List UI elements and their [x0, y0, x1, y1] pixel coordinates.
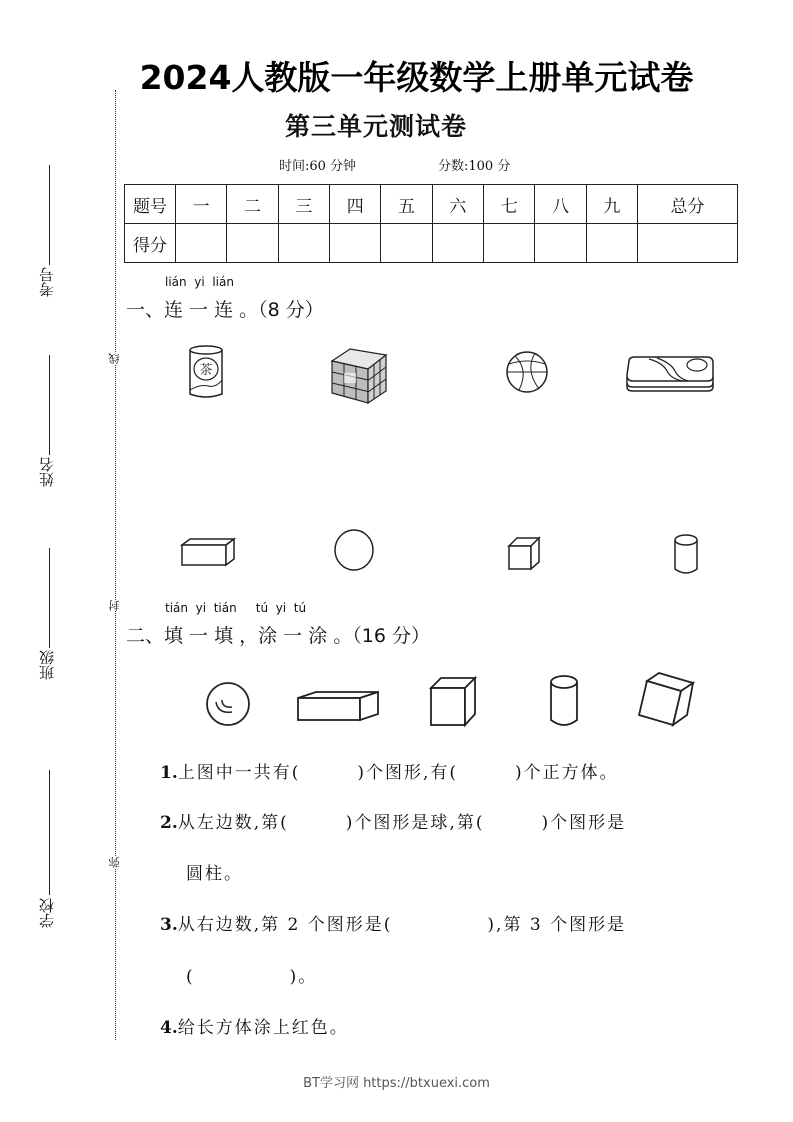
score-cell[interactable] — [432, 224, 483, 263]
binding-dotted-line — [115, 90, 116, 1040]
sphere-figure-icon[interactable] — [206, 682, 252, 728]
section1-heading: 一、连 一 连 。（8 分） — [126, 299, 324, 321]
main-title: 2024人教版一年级数学上册单元试卷 — [139, 58, 694, 97]
tea-can-icon[interactable] — [186, 344, 230, 402]
score-cell[interactable] — [484, 224, 535, 263]
field-line — [49, 165, 50, 265]
cut-mark-mi: 弥 — [108, 857, 121, 868]
table-cell: 六 — [432, 185, 483, 224]
score-cell[interactable] — [638, 224, 738, 263]
score-cell[interactable] — [176, 224, 227, 263]
field-class[interactable] — [30, 548, 70, 693]
question-2-cont: 圆柱。 — [186, 864, 243, 884]
rubiks-cube-icon[interactable] — [330, 347, 390, 405]
tilted-cube-figure-icon[interactable] — [637, 671, 697, 729]
cube-shape-icon[interactable] — [507, 536, 543, 572]
cuboid-shape-icon[interactable] — [180, 537, 236, 567]
sub-title: 第三单元测试卷 — [285, 112, 468, 141]
score-cell[interactable] — [381, 224, 432, 263]
table-cell: 七 — [484, 185, 535, 224]
section2-pinyin: tián yi tián tú yi tú — [165, 601, 307, 615]
table-cell: 总分 — [638, 185, 738, 224]
time-limit: 时间:60 分钟 — [279, 159, 357, 174]
field-line — [49, 355, 50, 455]
cube-figure-icon[interactable] — [429, 676, 479, 728]
cuboid-figure-icon[interactable] — [296, 690, 382, 724]
question-number: 3. — [160, 915, 178, 935]
section2-heading: 二、填 一 填 ，涂 一 涂 。（16 分） — [126, 625, 430, 647]
field-label: 学校 — [38, 898, 56, 928]
table-cell: 八 — [535, 185, 586, 224]
svg-text:茶: 茶 — [199, 363, 213, 378]
cut-mark-feng: 封 — [108, 600, 121, 611]
question-text: 从右边数,第 2 个图形是( ),第 3 个图形是 — [177, 915, 627, 935]
question-number: 1. — [160, 763, 178, 783]
field-label: 姓名 — [38, 457, 56, 487]
question-text: 上图中一共有( )个图形,有( )个正方体。 — [177, 763, 619, 783]
question-2 — [160, 808, 626, 833]
score-cell[interactable] — [278, 224, 329, 263]
field-line — [49, 548, 50, 648]
score-cell[interactable] — [330, 224, 381, 263]
cut-mark-xian: 线 — [108, 353, 121, 364]
score-cell[interactable] — [535, 224, 586, 263]
soap-bars-icon[interactable] — [623, 353, 717, 395]
field-school[interactable] — [30, 770, 70, 945]
field-name[interactable] — [30, 355, 70, 495]
score-cell[interactable] — [227, 224, 278, 263]
cylinder-figure-icon[interactable] — [549, 674, 581, 730]
table-cell: 五 — [381, 185, 432, 224]
question-text: 给长方体涂上红色。 — [177, 1018, 349, 1038]
score-table — [124, 184, 738, 263]
question-3 — [160, 910, 626, 935]
section1-pinyin: lián yi lián — [165, 275, 234, 289]
table-cell: 四 — [330, 185, 381, 224]
field-line — [49, 770, 50, 895]
table-cell: 九 — [586, 185, 637, 224]
table-cell: 得分 — [125, 224, 176, 263]
question-3-cont: ( )。 — [186, 967, 318, 987]
sphere-shape-icon[interactable] — [333, 529, 375, 573]
question-1 — [160, 758, 619, 783]
cylinder-shape-icon[interactable] — [673, 533, 701, 577]
question-number: 4. — [160, 1018, 178, 1038]
table-cell: 三 — [278, 185, 329, 224]
field-label: 班级 — [38, 650, 56, 680]
table-row — [125, 224, 738, 263]
watermark-footer: BT学习网 https://btxuexi.com — [303, 1076, 490, 1091]
table-cell: 题号 — [125, 185, 176, 224]
score-cell[interactable] — [586, 224, 637, 263]
table-header-row — [125, 185, 738, 224]
field-exam-number[interactable] — [30, 165, 70, 305]
table-cell: 二 — [227, 185, 278, 224]
table-cell: 一 — [176, 185, 227, 224]
basketball-icon[interactable] — [505, 350, 549, 394]
question-4 — [160, 1013, 349, 1038]
question-number: 2. — [160, 813, 178, 833]
question-text: 从左边数,第( )个图形是球,第( )个图形是 — [177, 813, 627, 833]
field-label: 考号 — [38, 267, 56, 297]
total-score: 分数:100 分 — [438, 159, 511, 174]
